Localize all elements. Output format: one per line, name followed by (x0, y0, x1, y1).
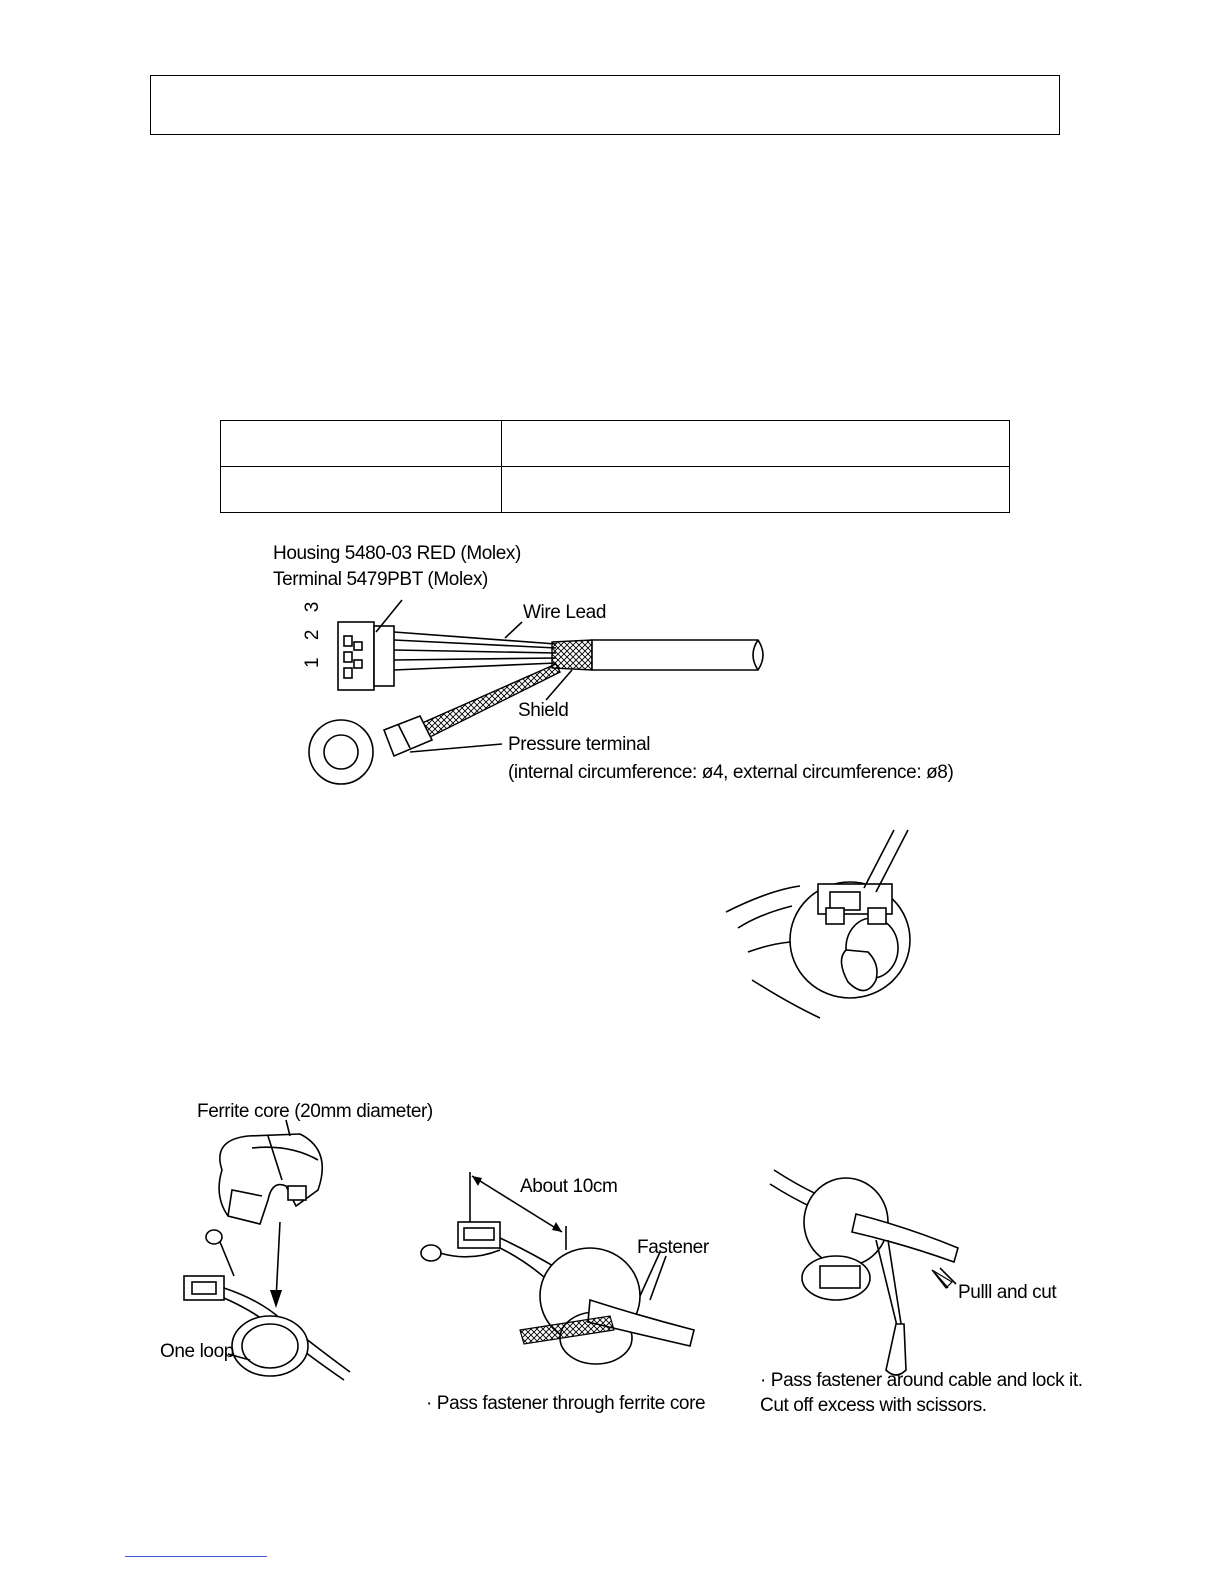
pressure-terminal-pointer (410, 744, 502, 752)
step3-caption-line2: Cut off excess with scissors. (760, 1395, 987, 1416)
step2-fastener-illustration (421, 1172, 694, 1364)
shield-braid (552, 640, 592, 670)
cable-jacket (592, 640, 763, 670)
fastener-label: Fastener (637, 1237, 709, 1258)
hand-opening-core-illustration (726, 830, 910, 1018)
pull-and-cut-label: Pulll and cut (958, 1282, 1057, 1303)
ferrite-core-label: Ferrite core (20mm diameter) (197, 1101, 433, 1122)
wire-leads (394, 632, 556, 670)
shield-label: Shield (518, 700, 569, 721)
connector-housing (338, 622, 394, 690)
terminal-label: Terminal 5479PBT (Molex) (273, 569, 488, 590)
shield-drain (420, 664, 560, 738)
housing-label: Housing 5480-03 RED (Molex) (273, 543, 521, 564)
step3-caption-line1: · Pass fastener around cable and lock it. (760, 1370, 1083, 1391)
about-10cm-label: About 10cm (520, 1176, 618, 1197)
step2-caption: · Pass fastener through ferrite core (426, 1393, 706, 1414)
footer-link-underline (125, 1556, 267, 1557)
ring-terminal-icon (309, 716, 432, 784)
pressure-terminal-note: (internal circumference: ø4, external circumference: ø8) (508, 762, 954, 783)
wire-lead-label: Wire Lead (523, 602, 606, 623)
pressure-terminal-label: Pressure terminal (508, 734, 651, 755)
one-loop-label: One loop (160, 1341, 234, 1362)
pin-numbers: 1 2 3 (302, 595, 323, 668)
wire-lead-pointer (505, 622, 522, 638)
step3-pull-and-cut-illustration (770, 1170, 958, 1375)
